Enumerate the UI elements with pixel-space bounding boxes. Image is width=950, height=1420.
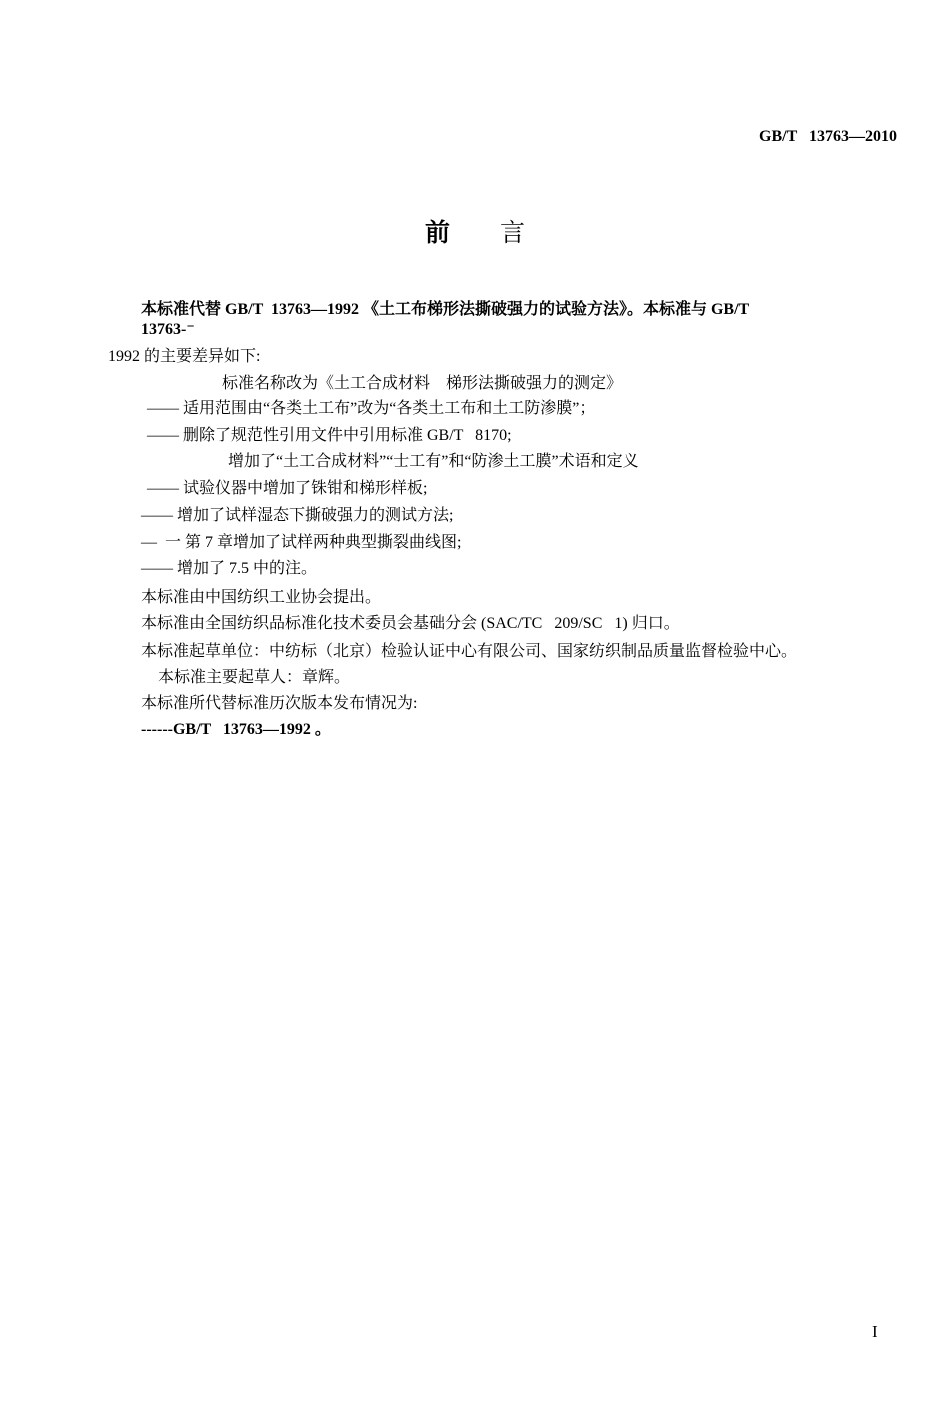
page-number: I — [872, 1322, 878, 1341]
body-line-1b: 13763-⁻ — [141, 321, 195, 338]
body-line-7: —— 试验仪器中增加了铢钳和梯形样板; — [147, 480, 428, 497]
body-line-4: —— 适用范围由“各类土工布”改为“各类土工布和土工防渗膜”； — [147, 400, 596, 417]
body-line-8: —— 增加了试样湿态下撕破强力的测试方法; — [141, 507, 454, 524]
body-line-9: — 一 第 7 章增加了试样两种典型撕裂曲线图; — [141, 534, 462, 551]
body-line-11: 本标准由中国纺织工业协会提出。 — [141, 589, 382, 606]
body-line-2: 1992 的主要差异如下: — [108, 348, 261, 365]
body-line-14: 本标准主要起草人：章辉。 — [158, 669, 351, 686]
title-part-2: 言 — [500, 220, 576, 247]
body-line-10: —— 增加了 7.5 中的注。 — [141, 560, 318, 577]
body-line-1: 本标准代替 GB/T 13763—1992 《土工布梯形法撕破强力的试验方法》。本标准与 GB/T — [141, 301, 750, 318]
body-line-6: 增加了“土工合成材料”“士工有”和“防渗土工膜”术语和定义 — [228, 453, 639, 470]
body-line-13: 本标准起草单位：中纺标（北京）检验认证中心有限公司、国家纺织制品质量监督检验中心。 — [141, 643, 798, 660]
body-line-12: 本标准由全国纺织品标准化技术委员会基础分会 (SAC/TC 209/SC 1) 归口。 — [141, 615, 680, 632]
body-line-3: 标准名称改为《土工合成材料 梯形法撕破强力的测定》 — [222, 375, 623, 392]
body-line-16: ------GB/T 13763—1992 。 — [141, 721, 331, 738]
body-line-5: —— 删除了规范性引用文件中引用标准 GB/T 8170; — [147, 427, 512, 444]
page-title — [0, 213, 950, 249]
body-line-15: 本标准所代替标准历次版本发布情况为: — [141, 695, 418, 712]
title-part-1: 前 — [424, 220, 500, 247]
standard-code: GB/T 13763—2010 — [759, 128, 897, 145]
